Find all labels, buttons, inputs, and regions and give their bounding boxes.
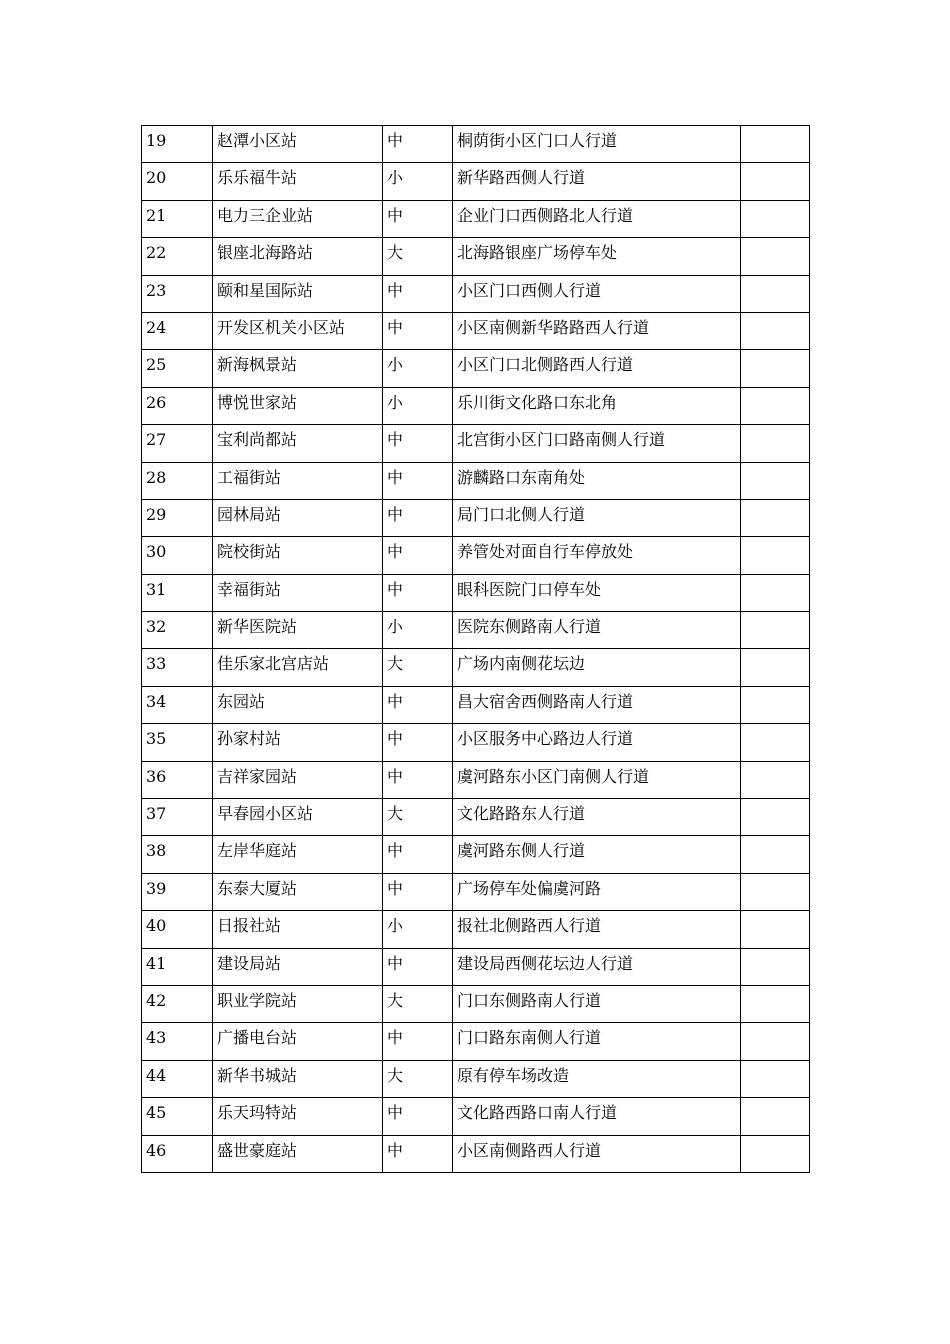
station-note-cell <box>741 948 810 985</box>
row-number-cell: 35 <box>142 724 213 761</box>
station-name-cell: 左岸华庭站 <box>213 836 383 873</box>
table-row <box>142 574 810 611</box>
station-size-cell: 中 <box>383 425 453 462</box>
station-location-cell: 广场内南侧花坛边 <box>453 649 741 686</box>
table-row <box>142 462 810 499</box>
station-note-cell <box>741 387 810 424</box>
station-location-cell: 门口路东南侧人行道 <box>453 1023 741 1060</box>
station-size-cell: 中 <box>383 873 453 910</box>
station-location-cell: 门口东侧路南人行道 <box>453 985 741 1022</box>
station-name-cell: 佳乐家北宫店站 <box>213 649 383 686</box>
table-row <box>142 761 810 798</box>
station-name-cell: 新海枫景站 <box>213 350 383 387</box>
station-location-cell: 北海路银座广场停车处 <box>453 238 741 275</box>
station-note-cell <box>741 350 810 387</box>
row-number-cell: 27 <box>142 425 213 462</box>
station-name-cell: 幸福街站 <box>213 574 383 611</box>
table-row <box>142 1135 810 1172</box>
station-note-cell <box>741 462 810 499</box>
row-number-cell: 43 <box>142 1023 213 1060</box>
station-note-cell <box>741 799 810 836</box>
station-note-cell <box>741 126 810 163</box>
table-row <box>142 1098 810 1135</box>
station-location-cell: 企业门口西侧路北人行道 <box>453 200 741 237</box>
station-note-cell <box>741 1023 810 1060</box>
station-location-cell: 北宫街小区门口路南侧人行道 <box>453 425 741 462</box>
table-row <box>142 499 810 536</box>
station-name-cell: 开发区机关小区站 <box>213 312 383 349</box>
station-name-cell: 职业学院站 <box>213 985 383 1022</box>
table-row <box>142 1023 810 1060</box>
table-row <box>142 537 810 574</box>
row-number-cell: 19 <box>142 126 213 163</box>
station-note-cell <box>741 1135 810 1172</box>
table-row <box>142 1060 810 1097</box>
station-name-cell: 孙家村站 <box>213 724 383 761</box>
table-row <box>142 985 810 1022</box>
station-location-cell: 眼科医院门口停车处 <box>453 574 741 611</box>
table-row <box>142 612 810 649</box>
station-size-cell: 中 <box>383 1023 453 1060</box>
station-size-cell: 中 <box>383 1135 453 1172</box>
station-note-cell <box>741 911 810 948</box>
station-note-cell <box>741 836 810 873</box>
station-size-cell: 中 <box>383 126 453 163</box>
station-note-cell <box>741 425 810 462</box>
station-name-cell: 乐天玛特站 <box>213 1098 383 1135</box>
station-note-cell <box>741 238 810 275</box>
station-size-cell: 小 <box>383 163 453 200</box>
station-size-cell: 中 <box>383 686 453 723</box>
station-location-cell: 养管处对面自行车停放处 <box>453 537 741 574</box>
row-number-cell: 31 <box>142 574 213 611</box>
station-size-cell: 中 <box>383 836 453 873</box>
station-name-cell: 吉祥家园站 <box>213 761 383 798</box>
station-size-cell: 中 <box>383 574 453 611</box>
station-name-cell: 盛世豪庭站 <box>213 1135 383 1172</box>
station-note-cell <box>741 1098 810 1135</box>
row-number-cell: 21 <box>142 200 213 237</box>
row-number-cell: 20 <box>142 163 213 200</box>
station-size-cell: 中 <box>383 462 453 499</box>
table-row <box>142 312 810 349</box>
station-name-cell: 早春园小区站 <box>213 799 383 836</box>
station-size-cell: 中 <box>383 275 453 312</box>
station-name-cell: 东泰大厦站 <box>213 873 383 910</box>
table-row <box>142 275 810 312</box>
row-number-cell: 33 <box>142 649 213 686</box>
row-number-cell: 36 <box>142 761 213 798</box>
station-note-cell <box>741 649 810 686</box>
station-location-cell: 文化路西路口南人行道 <box>453 1098 741 1135</box>
table-row <box>142 911 810 948</box>
station-table <box>141 125 810 1173</box>
station-size-cell: 小 <box>383 612 453 649</box>
station-name-cell: 电力三企业站 <box>213 200 383 237</box>
row-number-cell: 23 <box>142 275 213 312</box>
station-note-cell <box>741 761 810 798</box>
station-location-cell: 文化路路东人行道 <box>453 799 741 836</box>
station-location-cell: 局门口北侧人行道 <box>453 499 741 536</box>
station-size-cell: 大 <box>383 985 453 1022</box>
table-row <box>142 350 810 387</box>
row-number-cell: 42 <box>142 985 213 1022</box>
station-note-cell <box>741 499 810 536</box>
station-location-cell: 小区服务中心路边人行道 <box>453 724 741 761</box>
table-row <box>142 649 810 686</box>
station-note-cell <box>741 873 810 910</box>
station-location-cell: 医院东侧路南人行道 <box>453 612 741 649</box>
station-note-cell <box>741 612 810 649</box>
station-size-cell: 小 <box>383 387 453 424</box>
station-name-cell: 建设局站 <box>213 948 383 985</box>
table-row <box>142 163 810 200</box>
station-name-cell: 工福街站 <box>213 462 383 499</box>
table-row <box>142 126 810 163</box>
station-name-cell: 东园站 <box>213 686 383 723</box>
station-location-cell: 新华路西侧人行道 <box>453 163 741 200</box>
row-number-cell: 44 <box>142 1060 213 1097</box>
station-note-cell <box>741 275 810 312</box>
station-location-cell: 原有停车场改造 <box>453 1060 741 1097</box>
row-number-cell: 22 <box>142 238 213 275</box>
table-row <box>142 836 810 873</box>
station-location-cell: 广场停车处偏虞河路 <box>453 873 741 910</box>
station-location-cell: 小区门口北侧路西人行道 <box>453 350 741 387</box>
table-row <box>142 200 810 237</box>
row-number-cell: 40 <box>142 911 213 948</box>
station-size-cell: 大 <box>383 649 453 686</box>
row-number-cell: 39 <box>142 873 213 910</box>
station-name-cell: 颐和星国际站 <box>213 275 383 312</box>
station-location-cell: 昌大宿舍西侧路南人行道 <box>453 686 741 723</box>
row-number-cell: 45 <box>142 1098 213 1135</box>
station-name-cell: 宝利尚都站 <box>213 425 383 462</box>
row-number-cell: 29 <box>142 499 213 536</box>
station-name-cell: 赵潭小区站 <box>213 126 383 163</box>
station-note-cell <box>741 686 810 723</box>
row-number-cell: 28 <box>142 462 213 499</box>
table-row <box>142 686 810 723</box>
station-size-cell: 中 <box>383 948 453 985</box>
station-note-cell <box>741 724 810 761</box>
station-note-cell <box>741 163 810 200</box>
table-row <box>142 799 810 836</box>
row-number-cell: 34 <box>142 686 213 723</box>
station-location-cell: 虞河路东侧人行道 <box>453 836 741 873</box>
station-name-cell: 院校街站 <box>213 537 383 574</box>
table-row <box>142 724 810 761</box>
station-name-cell: 新华医院站 <box>213 612 383 649</box>
station-location-cell: 乐川街文化路口东北角 <box>453 387 741 424</box>
station-size-cell: 中 <box>383 200 453 237</box>
station-note-cell <box>741 985 810 1022</box>
station-size-cell: 小 <box>383 350 453 387</box>
station-location-cell: 小区南侧新华路路西人行道 <box>453 312 741 349</box>
station-size-cell: 中 <box>383 312 453 349</box>
table-row <box>142 387 810 424</box>
row-number-cell: 26 <box>142 387 213 424</box>
station-size-cell: 大 <box>383 238 453 275</box>
station-size-cell: 中 <box>383 1098 453 1135</box>
station-size-cell: 小 <box>383 911 453 948</box>
station-location-cell: 小区南侧路西人行道 <box>453 1135 741 1172</box>
row-number-cell: 37 <box>142 799 213 836</box>
station-location-cell: 小区门口西侧人行道 <box>453 275 741 312</box>
station-size-cell: 大 <box>383 799 453 836</box>
station-note-cell <box>741 200 810 237</box>
table-row <box>142 948 810 985</box>
row-number-cell: 24 <box>142 312 213 349</box>
station-name-cell: 园林局站 <box>213 499 383 536</box>
row-number-cell: 41 <box>142 948 213 985</box>
row-number-cell: 46 <box>142 1135 213 1172</box>
station-name-cell: 新华书城站 <box>213 1060 383 1097</box>
station-note-cell <box>741 1060 810 1097</box>
station-note-cell <box>741 574 810 611</box>
table-row <box>142 873 810 910</box>
station-name-cell: 博悦世家站 <box>213 387 383 424</box>
station-location-cell: 游麟路口东南角处 <box>453 462 741 499</box>
station-name-cell: 广播电台站 <box>213 1023 383 1060</box>
table-row <box>142 238 810 275</box>
row-number-cell: 25 <box>142 350 213 387</box>
row-number-cell: 38 <box>142 836 213 873</box>
station-location-cell: 报社北侧路西人行道 <box>453 911 741 948</box>
station-location-cell: 桐荫街小区门口人行道 <box>453 126 741 163</box>
station-size-cell: 中 <box>383 499 453 536</box>
station-note-cell <box>741 312 810 349</box>
station-name-cell: 银座北海路站 <box>213 238 383 275</box>
station-size-cell: 中 <box>383 724 453 761</box>
station-location-cell: 建设局西侧花坛边人行道 <box>453 948 741 985</box>
station-location-cell: 虞河路东小区门南侧人行道 <box>453 761 741 798</box>
table-row <box>142 425 810 462</box>
station-size-cell: 大 <box>383 1060 453 1097</box>
row-number-cell: 30 <box>142 537 213 574</box>
station-table-body <box>142 126 810 1173</box>
station-size-cell: 中 <box>383 761 453 798</box>
row-number-cell: 32 <box>142 612 213 649</box>
station-name-cell: 乐乐福牛站 <box>213 163 383 200</box>
station-note-cell <box>741 537 810 574</box>
station-size-cell: 中 <box>383 537 453 574</box>
station-name-cell: 日报社站 <box>213 911 383 948</box>
